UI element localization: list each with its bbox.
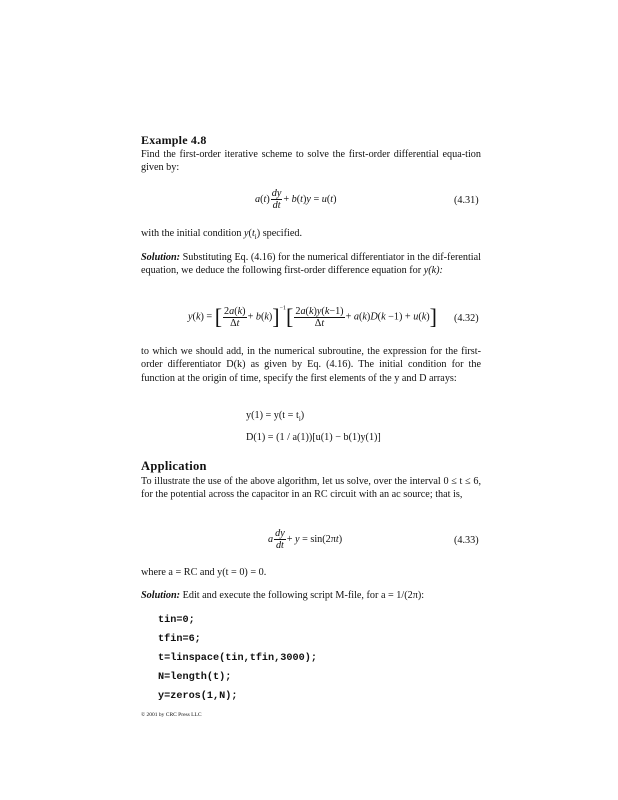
equation-4-32: y(k) = [ $\frac{2a(k)}{\Delta t}$ + b(k)]$^{-1}$[ $\frac{2a(k)y(k-1)}{\Delta t}$ + a(k)D(k −1) + u(k)] [188, 304, 437, 329]
solution-paragraph-2 [141, 589, 481, 602]
equation-number-4-31: (4.31) [454, 195, 479, 206]
equation-number-4-33: (4.33) [454, 535, 479, 546]
code-line: y=zeros(1,N); [158, 691, 238, 702]
code-line: tin=0; [158, 615, 195, 626]
equation-4-33: a $\frac{dy}{dt}$ + y = sin(2πt) [268, 528, 343, 551]
add-paragraph: to which we should add, in the numerical subroutine, the expression for the first-order differentiator D(k) as given by Eq. (4.16). The initial condition for the function at the origin of time, specify the first elements of the y and D arrays: [141, 346, 481, 384]
solution-paragraph-1 [141, 251, 481, 278]
where-paragraph: where a = RC and y(t = 0) = 0. [141, 567, 267, 578]
initial-condition-paragraph: with the initial condition $y(t_i)$ specified. [141, 228, 303, 242]
equation-4-31: a(t) $\frac{dy}{dt}$ + b(t)y = u(t) [255, 188, 337, 211]
solution-label-2: Solution: [141, 590, 181, 601]
code-line: tfin=6; [158, 634, 201, 645]
solution-text-end: y(k): [423, 265, 443, 277]
init-equation-1-end: ) [300, 410, 305, 421]
init-equation-1: $y(1) = y(t = t_i)$ [246, 410, 305, 424]
application-title: Application [141, 459, 207, 473]
example-title: Example 4.8 [141, 133, 207, 147]
code-line: N=length(t); [158, 672, 232, 683]
init-equation-2: D(1) = (1 / a(1))[u(1) − b(1)y(1)] [246, 432, 381, 443]
solution-text: Substituting Eq. (4.16) for the numerical differentiator in the dif-ferential equation, we deduce the following first-order difference equation for [141, 252, 481, 277]
code-line: t=linspace(tin,tfin,3000); [158, 653, 317, 664]
initial-condition-suffix: specified. [260, 228, 303, 239]
solution-2-text: Edit and execute the following script M-file, for a = 1/(2π): [180, 590, 425, 601]
equation-number-4-32: (4.32) [454, 313, 479, 324]
solution-label: Solution: [141, 252, 181, 263]
code-block [158, 611, 317, 706]
copyright-footer: © 2001 by CRC Press LLC [141, 712, 202, 718]
intro-paragraph: Find the first-order iterative scheme to solve the first-order differential equa-tion given by: [141, 149, 481, 174]
init-equation-1-text: y(1) = y(t = t [246, 410, 299, 421]
application-paragraph: To illustrate the use of the above algorithm, let us solve, over the interval 0 ≤ t ≤ 6, for the potential across the capacitor in an RC circuit with an ac source; that is, [141, 476, 481, 501]
initial-condition-text: with the initial condition [141, 228, 244, 239]
